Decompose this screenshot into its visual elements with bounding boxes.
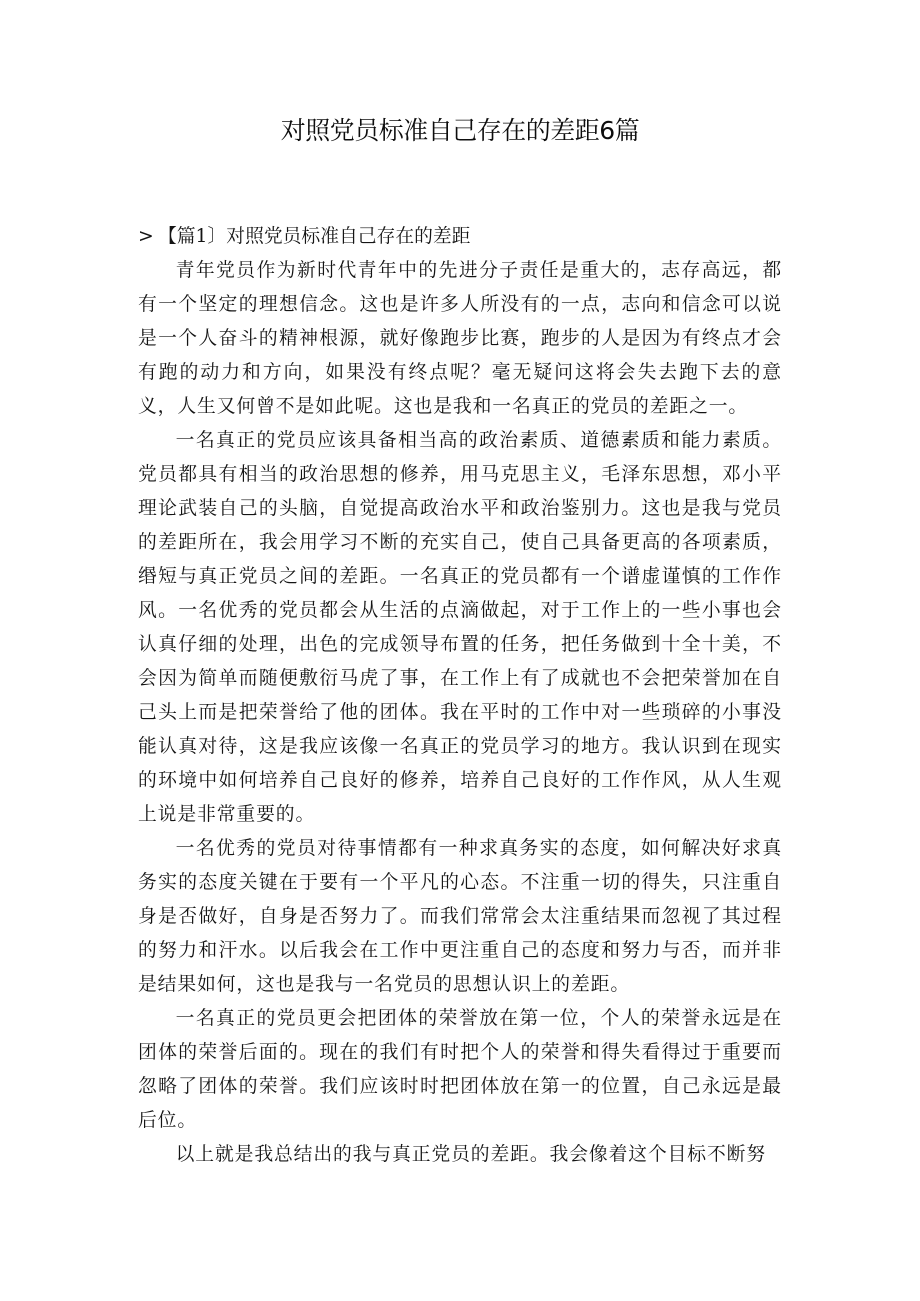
paragraph-4: 一名真正的党员更会把团体的荣誉放在第一位，个人的荣誉永远是在团体的荣誉后面的。现在的我们有时把个人的荣誉和得失看得过于重要而忽略了团体的荣誉。我们应该时时把团体放在第一的位置，自己永远是最后位。 [138,1008,782,1131]
document-body [138,220,782,1172]
paragraph-2: 一名真正的党员应该具备相当高的政治素质、道德素质和能力素质。党员都具有相当的政治思想的修养，用马克思主义，毛泽东思想，邓小平理论武装自己的头脑，自觉提高政治水平和政治鉴别力。这也是我与党员的差距所在，我会用学习不断的充实自己，使自己具备更高的各项素质，缗短与真正党员之间的差距。一名真正的党员都有一个谱虚谨慎的工作作风。一名优秀的党员都会从生活的点滴做起，对于工作上的一些小事也会认真仔细的处理，出色的完成领导布置的任务，把任务做到十全十美，不会因为简单而随便敷衍马虎了事，在工作上有了成就也不会把荣誉加在自己头上而是把荣誉给了他的团体。我在平时的工作中对一些琐碎的小事没能认真对待，这是我应该像一名真正的党员学习的地方。我认识到在现实的环境中如何培养自己良好的修养，培养自己良好的工作作风，从人生观上说是非常重要的。 [138,430,782,825]
document-title: 对照党员标准自己存在的差距6篇 [280,116,640,145]
paragraph-5: 以上就是我总结出的我与真正党员的差距。我会像着这个目标不断努 [175,1144,767,1165]
paragraph-1: 青年党员作为新时代青年中的先进分子责任是重大的，志存高远，都有一个坚定的理想信念。这也是许多人所没有的一点，志向和信念可以说是一个人奋斗的精神根源，就好像跑步比赛，跑步的人是因为有终点才会有跑的动力和方向，如果没有终点呢？毫无疑问这将会失去跑下去的意义，人生又何曾不是如此呢。这也是我和一名真正的党员的差距之一。 [138,260,782,417]
paragraph-3: 一名优秀的党员对待事情都有一种求真务实的态度，如何解决好求真务实的态度关键在于要有一个平凡的心态。不注重一切的得失，只注重自身是否做好，自身是否努力了。而我们常常会太注重结果而忽视了其过程的努力和汗水。以后我会在工作中更注重自己的态度和努力与否，而并非是结果如何，这也是我与一名党员的思想认识上的差距。 [138,838,782,995]
section-heading-text: 【篇1〕对照党员标准自己存在的差距 [158,226,471,247]
section-heading [138,220,782,254]
section-marker: > [138,226,154,247]
